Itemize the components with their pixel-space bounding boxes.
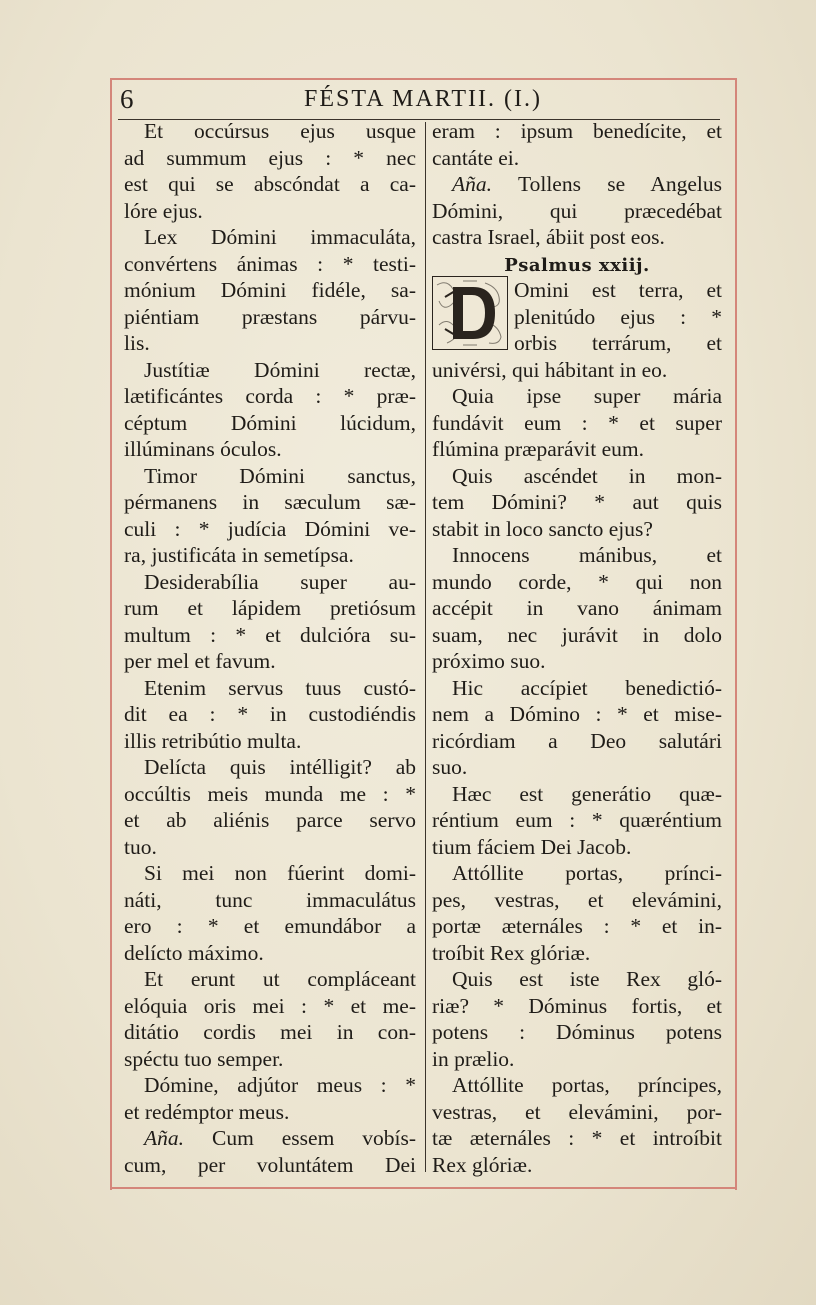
line-text: pes, vestras, et elevámini, (432, 887, 722, 912)
line-text: riæ? * Dóminus fortis, et (432, 993, 722, 1018)
line-text: Omini est terra, et (514, 278, 722, 302)
line-text: nem a Dómino : * et mise- (432, 702, 722, 726)
line-text: Tollens se Angelus (492, 172, 722, 196)
text-line (124, 781, 416, 808)
text-line (124, 357, 416, 384)
text-line (432, 807, 722, 834)
frame-bottom-rule (110, 1187, 737, 1189)
line-text: lis. (124, 331, 150, 355)
text-line (124, 701, 416, 728)
line-text: cum, per voluntátem Dei (124, 1152, 416, 1177)
line-text: plenitúdo ejus : * (514, 304, 722, 329)
line-text: tem Dómini? * aut quis (432, 490, 722, 514)
text-line (432, 463, 722, 490)
text-line (432, 622, 722, 649)
line-text: convértens ánimas : * testi- (124, 251, 416, 276)
line-text: ra, justificáta in semetípsa. (124, 543, 354, 567)
text-line (432, 754, 722, 781)
line-text: Dómine, adjútor meus : * (144, 1073, 416, 1097)
line-text: ad summum ejus : * nec (124, 145, 416, 170)
line-text: culi : * judícia Dómini ve- (124, 516, 416, 541)
line-text: tium fáciem Dei Jacob. (432, 834, 632, 859)
line-text: Delícta quis intélligit? ab (144, 755, 416, 779)
text-line (432, 436, 722, 463)
text-line (124, 304, 416, 331)
decorated-initial-icon (432, 276, 508, 350)
text-line (124, 648, 416, 675)
line-text: mundo corde, * qui non (432, 569, 722, 594)
line-text: ditátio cordis mei in con- (124, 1020, 416, 1044)
line-text: Et erunt ut compláceant (144, 967, 416, 991)
line-text: stabit in loco sancto ejus? (432, 516, 653, 541)
line-text: lóre ejus. (124, 198, 203, 223)
text-line (124, 1125, 416, 1152)
line-text: illúminans óculos. (124, 437, 282, 461)
text-line (432, 1125, 722, 1152)
line-text: Hic accípiet benedictió- (452, 675, 722, 700)
line-text: in prælio. (432, 1046, 515, 1071)
psalm-heading (432, 251, 722, 278)
text-line (432, 1019, 722, 1046)
line-text: Lex Dómini immaculáta, (144, 225, 416, 249)
text-line (124, 887, 416, 914)
line-text: tæ æternáles : * et introíbit (432, 1126, 722, 1150)
text-line (432, 198, 722, 225)
line-text: Hæc est generátio quæ- (452, 781, 722, 806)
line-text: illis retribútio multa. (124, 728, 302, 753)
text-line (124, 198, 416, 225)
line-text: próximo suo. (432, 649, 546, 673)
text-line (432, 966, 722, 993)
text-line (432, 145, 722, 172)
page-number: 6 (120, 84, 134, 114)
line-text: portæ æternáles : * et in- (432, 914, 722, 938)
text-line (124, 171, 416, 198)
text-line (432, 383, 722, 410)
left-column (124, 118, 416, 1178)
line-text: Justítiæ Dómini rectæ, (144, 357, 416, 382)
text-line (432, 224, 722, 251)
line-text: occúltis meis munda me : * (124, 781, 416, 806)
text-line (432, 993, 722, 1020)
text-line (124, 410, 416, 437)
line-text: flúmina præparávit eum. (432, 437, 644, 461)
line-text: Dómini, qui præcedébat (432, 198, 722, 223)
text-line (124, 728, 416, 755)
line-text: Innocens mánibus, et (452, 543, 722, 567)
text-line (124, 224, 416, 251)
line-text: delícto máximo. (124, 940, 264, 965)
line-text: vestras, et elevámini, por- (432, 1099, 722, 1124)
line-text: Quia ipse super mária (452, 384, 722, 408)
text-line (124, 675, 416, 702)
text-line (432, 595, 722, 622)
text-line (124, 966, 416, 993)
line-text: Quis est iste Rex gló- (452, 967, 722, 991)
line-text: Si mei non fúerint domi- (144, 861, 416, 885)
text-line (124, 569, 416, 596)
line-text: cantáte ei. (432, 145, 520, 170)
line-text: univérsi, qui hábitant in eo. (432, 357, 668, 382)
text-line (124, 1046, 416, 1073)
line-text: potens : Dóminus potens (432, 1020, 722, 1044)
line-text: accépit in vano ánimam (432, 596, 722, 620)
text-line (124, 489, 416, 516)
text-line (432, 489, 722, 516)
running-title: FÉSTA MARTII. (I.) (304, 86, 542, 112)
line-text: per mel et favum. (124, 649, 276, 673)
page-header (118, 82, 728, 118)
line-text: Et occúrsus ejus usque (144, 119, 416, 143)
frame-left-rule (110, 78, 112, 1190)
line-text: ero : * et emundábor a (124, 914, 416, 938)
line-text: elóquia oris mei : * et me- (124, 993, 416, 1018)
text-line (124, 463, 416, 490)
line-text: troíbit Rex glóriæ. (432, 940, 591, 965)
text-line (124, 1072, 416, 1099)
text-line (432, 728, 722, 755)
line-text: tuo. (124, 834, 157, 859)
text-line (124, 330, 416, 357)
line-text: Attóllite portas, príncipes, (452, 1073, 722, 1097)
text-line (124, 913, 416, 940)
line-text: náti, tunc immaculátus (124, 887, 416, 912)
line-text: Cum essem vobís- (184, 1126, 416, 1150)
frame-top-rule (110, 78, 737, 80)
text-line (432, 675, 722, 702)
text-line (124, 622, 416, 649)
line-text: dit ea : * in custodiéndis (124, 702, 416, 726)
text-line (124, 860, 416, 887)
text-line (432, 1099, 722, 1126)
line-text: et ab aliénis parce servo (124, 808, 416, 832)
text-line (124, 595, 416, 622)
line-text: multum : * et dulcióra su- (124, 622, 416, 647)
line-text: Attóllite portas, prínci- (452, 861, 722, 885)
text-line (124, 383, 416, 410)
line-text: suam, nec jurávit in dolo (432, 622, 722, 647)
line-text: suo. (432, 755, 468, 779)
line-text: et redémptor meus. (124, 1099, 290, 1124)
text-line (124, 542, 416, 569)
text-line (432, 701, 722, 728)
line-text: céptum Dómini lúcidum, (124, 410, 416, 435)
text-line (432, 516, 722, 543)
line-text: ricórdiam a Deo salutári (432, 728, 722, 753)
text-line (432, 781, 722, 808)
text-line (432, 1046, 722, 1073)
text-line (124, 436, 416, 463)
text-line (432, 1072, 722, 1099)
text-line (432, 1152, 722, 1179)
text-line (432, 118, 722, 145)
text-line (124, 118, 416, 145)
text-line (124, 277, 416, 304)
line-text: Etenim servus tuus custó- (144, 675, 416, 700)
text-line (432, 913, 722, 940)
line-text: est qui se abscóndat a ca- (124, 172, 416, 196)
line-text: fundávit eum : * et super (432, 410, 722, 435)
text-line (124, 940, 416, 967)
line-text: mónium Dómini fidéle, sa- (124, 278, 416, 302)
text-line (432, 940, 722, 967)
text-line (124, 754, 416, 781)
text-line (432, 834, 722, 861)
text-line (124, 145, 416, 172)
text-line (432, 357, 722, 384)
text-line (124, 993, 416, 1020)
text-line (124, 1019, 416, 1046)
text-line (432, 542, 722, 569)
line-text: pérmanens in sæculum sæ- (124, 490, 416, 514)
text-line (432, 860, 722, 887)
line-text: eram : ipsum benedícite, et (432, 119, 722, 143)
antiphon-rubric: Aña. (452, 172, 493, 196)
frame-right-rule (735, 78, 737, 1190)
text-line (124, 807, 416, 834)
text-line (124, 251, 416, 278)
text-line (124, 1152, 416, 1179)
line-text: lætificántes corda : * præ- (124, 384, 416, 408)
line-text: orbis terrárum, et (514, 331, 722, 355)
text-line (124, 1099, 416, 1126)
line-text: spéctu tuo semper. (124, 1046, 284, 1071)
line-text: Timor Dómini sanctus, (144, 463, 416, 488)
text-line (124, 834, 416, 861)
text-line (432, 648, 722, 675)
line-text: Psalmus xxiij. (504, 254, 650, 276)
line-text: Rex glóriæ. (432, 1152, 533, 1177)
line-text: piéntiam præstans párvu- (124, 304, 416, 329)
line-text: réntium eum : * quæréntium (432, 808, 722, 832)
line-text: Quis ascéndet in mon- (452, 463, 722, 488)
text-line (124, 516, 416, 543)
text-line (432, 569, 722, 596)
line-text: rum et lápidem pretiósum (124, 596, 416, 620)
antiphon-rubric: Aña. (144, 1126, 185, 1150)
text-line (432, 410, 722, 437)
text-line (432, 887, 722, 914)
column-divider (425, 122, 426, 1172)
text-line (432, 171, 722, 198)
line-text: Desiderabília super au- (144, 569, 416, 594)
line-text: castra Israel, ábiit post eos. (432, 225, 665, 249)
